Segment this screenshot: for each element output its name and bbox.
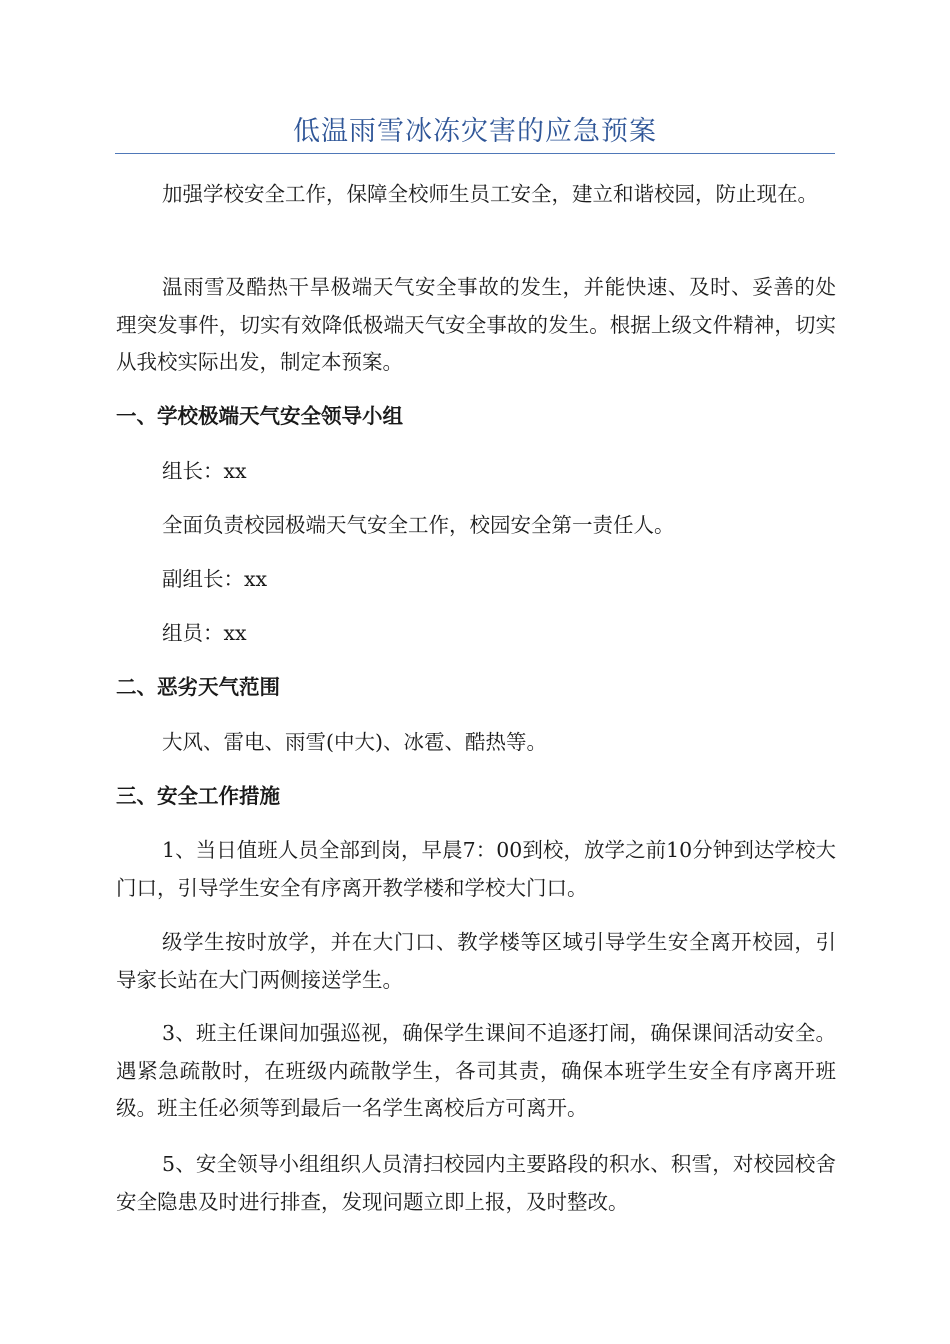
section-heading-2: 二、恶劣天气范围 [116,675,280,699]
paragraph-measure-3: 3、班主任课间加强巡视，确保学生课间不追逐打闹，确保课间活动安全。遇紧急疏散时，在班级内疏散学生，各司其责，确保本班学生安全有序离开班级。班主任必须等到最后一名学生离校后方可离开。 [116,1021,836,1120]
paragraph-leader-duty: 全面负责校园极端天气安全工作，校园安全第一责任人。 [162,513,675,537]
paragraph-measure-5: 5、安全领导小组组织人员清扫校园内主要路段的积水、积雪，对校园校舍安全隐患及时进行排查，发现问题立即上报，及时整改。 [116,1152,836,1214]
section-heading-1: 一、学校极端天气安全领导小组 [116,404,403,428]
document-title: 低温雨雪冰冻灾害的应急预案 [293,116,657,147]
paragraph-deputy-leader: 副组长：xx [162,567,268,591]
paragraph-intro-2: 温雨雪及酷热干旱极端天气安全事故的发生，并能快速、及时、妥善的处理突发事件，切实有效降低极端天气安全事故的发生。根据上级文件精神，切实从我校实际出发，制定本预案。 [116,275,836,374]
section-heading-3: 三、安全工作措施 [116,784,280,808]
paragraph-measure-1: 1、当日值班人员全部到岗，早晨7：00到校，放学之前10分钟到达学校大门口，引导学生安全有序离开教学楼和学校大门口。 [116,838,836,900]
paragraph-weather-range: 大风、雷电、雨雪(中大)、冰雹、酷热等。 [162,730,547,754]
title-underline [115,153,835,154]
paragraph-intro-1: 加强学校安全工作，保障全校师生员工安全，建立和谐校园，防止现在。 [162,182,818,206]
paragraph-members: 组员：xx [162,621,247,645]
paragraph-leader: 组长：xx [162,459,247,483]
paragraph-measure-2: 级学生按时放学，并在大门口、教学楼等区域引导学生安全离开校园，引导家长站在大门两侧接送学生。 [116,930,836,992]
